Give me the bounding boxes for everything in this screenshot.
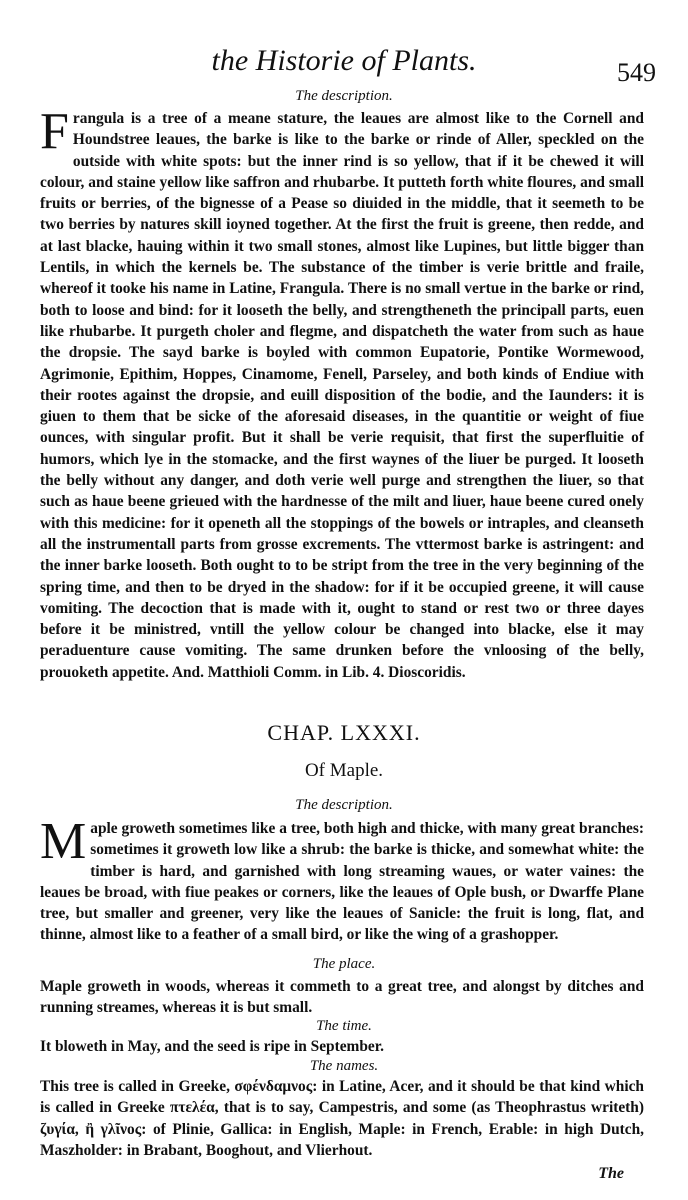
time-label-text: The time.: [316, 1018, 372, 1034]
description-label: [0, 88, 688, 105]
running-title: the Historie of Plants.: [211, 44, 477, 77]
catchword: The: [598, 1165, 624, 1182]
maple-description-text: aple groweth sometimes like a tree, both high and thicke, with many great branches: sometimes it groweth low like a shrub: the barke is thicke, and somewhat white: the timber is hard, and garnished with long streaming waues, or water vaines: the leaues be broad, with fiue peakes or corners, like the leaues of Ople bush, or Dwarffe Plane tree, but smaller and greener, very like the leaues of Sanicle: the fruit is long, flat, and thinne, almost like to a feather of a small bird, or like the wing of a grashopper.: [40, 820, 644, 944]
time-text: It bloweth in May, and the seed is ripe in September.: [40, 1038, 385, 1055]
drop-cap-m: M: [40, 813, 87, 870]
page-number: 549: [617, 58, 656, 87]
time-label: [0, 1018, 688, 1035]
maple-paragraph: [40, 813, 644, 946]
frangula-text: rangula is a tree of a meane stature, the leaues are almost like to the Cornell and Houndstree leaues, the barke is like to the barke or rinde of Aller, speckled on the outside with white spots: but the inner rind is so yellow, that if it be chewed it will colour, and staine yellow like saffron and rhubarbe. It putteth forth white floures, and small fruits or berries, of the bignesse of a Pease so diuided in the middle, that it seemeth to be two berries by natures skill ioyned together. At the first the fruit is greene, then redde, and at last blacke, hauing within it two small stones, almost like Lupines, but little bigger than Lentils, in which the kernels be. The substance of the timber is verie brittle and fraile, whereof it tooke his name in Latine, Frangula. There is no small vertue in the barke or rind, both to loose and bind: for it looseth the belly, and strengtheneth the principall parts, euen like rhubarbe. It purgeth choler and flegme, and dispatcheth the water from such as haue the dropsie. The sayd barke is boyled with common Eupatorie, Pontike Wormewood, Agrimonie, Epithim, Hoppes, Cinamome, Fenell, Parseley, and both kinds of Endiue with their rootes against the dropsie, and euill disposition of the bodie, and the Iaunders: it is giuen to them that be sicke of the aforesaid diseases, in the quantitie or weight of fiue ounces, with singular profit. But it shall be verie requisit, that first the superfluitie of humors, which lye in the stomacke, and the first waynes of the liuer be purged. It looseth the belly without any danger, and doth verie well purge and strengthen the liuer, so that such as haue beene grieued with the hardnesse of the milt and liuer, haue beene cured onely with this medicine: for it openeth all the stoppings of the bowels or intraples, and cleanseth all the instrumentall parts from grosse excrements. The vttermost barke is astringent: and the inner barke looseth. Both ought to to be stript from the tree in the very beginning of the spring time, and then to be dryed in the shadow: for if it be occupied greene, it will cause vomiting. The decoction that is made with it, ought to stand or rest two or three dayes before it be ministred, vntill the yellow colour be changed into blacke, else it may peraduenture cause vomiting. The same drunken before the vnloosing of the belly, prouoketh appetite. And. Matthioli Comm. in Lib. 4. Dioscoridis.: [40, 110, 644, 681]
time-section: [40, 1036, 644, 1057]
frangula-description: [40, 103, 644, 683]
frangula-paragraph: [40, 103, 644, 683]
place-label: [0, 956, 688, 973]
chapter-heading: CHAP. LXXXI.: [267, 720, 421, 745]
maple-description-label-text: The description.: [295, 797, 393, 813]
description-label-text: The description.: [295, 88, 393, 104]
maple-description-label: [0, 797, 688, 814]
names-label-text: The names.: [309, 1058, 379, 1074]
place-section: [40, 976, 644, 1019]
names-label: [0, 1058, 688, 1075]
names-text: This tree is called in Greeke, σφένδαμνος: in Latine, Acer, and it should be that kind which is called in Greeke πτελέα, that is to say, Campestris, and some (as Theophrastus writeth) ζυγία, ἢ γλῖνος: of Plinie, Gallica: in English, Maple: in French, Erable: in high Dutch, Maszholder: in Brabant, Booghout, and Vlierhout.: [40, 1078, 644, 1159]
chapter-title: Of Maple.: [304, 760, 384, 781]
place-text: Maple groweth in woods, whereas it commeth to a great tree, and alongst by ditches and running streames, whereas it is but small.: [40, 978, 644, 1017]
maple-description: [40, 813, 644, 946]
place-label-text: The place.: [312, 956, 376, 972]
drop-cap: F: [40, 103, 69, 160]
names-section: [40, 1076, 644, 1161]
